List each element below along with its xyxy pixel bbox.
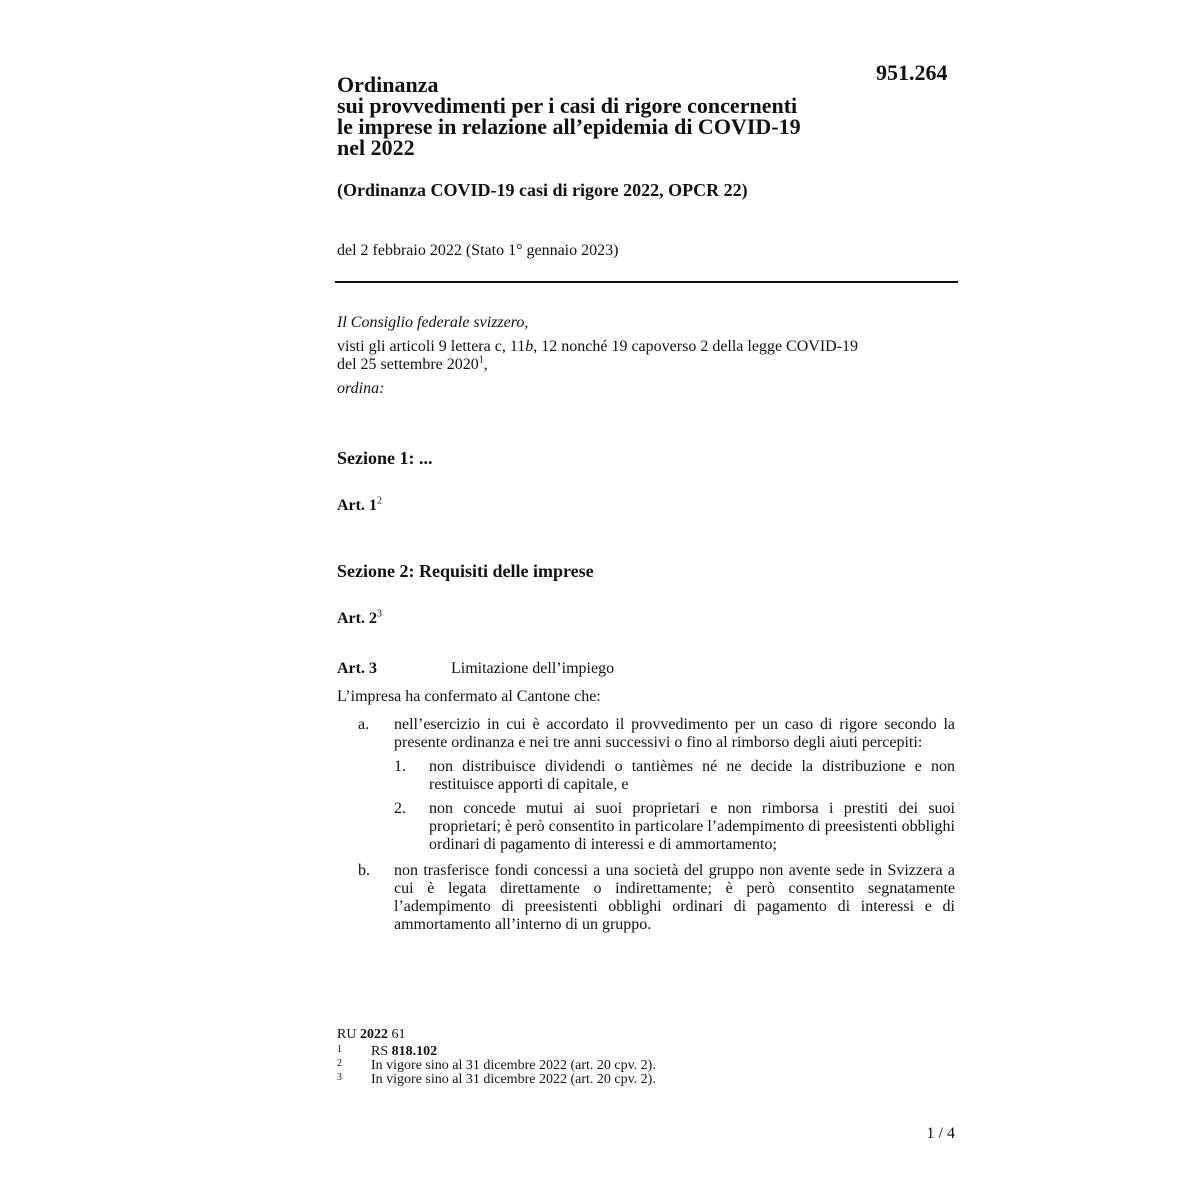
article-intro: L’impresa ha confermato al Cantone che: bbox=[337, 688, 601, 705]
section-heading-1: Sezione 1: ... bbox=[337, 448, 433, 468]
title-line: nel 2022 bbox=[337, 135, 415, 160]
footnote-ref[interactable]: 1 bbox=[478, 354, 484, 366]
item-list bbox=[337, 716, 955, 934]
document-subtitle: (Ordinanza COVID-19 casi di rigore 2022, OPCR 22) bbox=[337, 180, 748, 200]
basis-text: , 12 nonché 19 capoverso 2 della legge COVID-19 bbox=[533, 338, 859, 355]
list-item-b bbox=[337, 862, 955, 934]
preamble-legal-basis bbox=[337, 338, 957, 374]
sr-number: 951.264 bbox=[876, 60, 948, 85]
sub-item-label: 2. bbox=[394, 800, 406, 817]
section-heading-2: Sezione 2: Requisiti delle imprese bbox=[337, 561, 594, 581]
title-line: sui provvedimenti per i casi di rigore concernenti bbox=[337, 93, 798, 118]
item-text: nell’esercizio in cui è accordato il provvedimento per un caso di rigore secondo la presente ordinanza e nei tre anni successivi o fino al rimborso degli aiuti percepiti: bbox=[394, 716, 955, 751]
ru-prefix: RU bbox=[337, 1027, 360, 1042]
footnote-number: 3 bbox=[337, 1072, 342, 1083]
document-date: del 2 febbraio 2022 (Stato 1° gennaio 2023) bbox=[337, 242, 619, 259]
footnotes bbox=[337, 1028, 957, 1087]
ru-page: 61 bbox=[387, 1027, 406, 1042]
basis-text: del 25 settembre 2020 bbox=[337, 356, 479, 373]
official-compilation-ref bbox=[337, 1028, 957, 1042]
preamble bbox=[337, 314, 957, 404]
footnote-text: In vigore sino al 31 dicembre 2022 (art. 20 cpv. 2). bbox=[371, 1072, 656, 1087]
basis-text: , bbox=[483, 356, 488, 373]
footnote-2 bbox=[337, 1059, 957, 1073]
footnote-bold: 818.102 bbox=[391, 1044, 438, 1059]
article-3-body bbox=[337, 688, 955, 942]
footnote-number: 2 bbox=[337, 1058, 342, 1069]
sub-item-1 bbox=[394, 758, 955, 794]
footnote-1 bbox=[337, 1045, 957, 1059]
article-label: Art. 1 bbox=[337, 497, 377, 514]
basis-italic: b bbox=[525, 338, 534, 355]
title-line: le imprese in relazione all’epidemia di COVID-19 bbox=[337, 114, 801, 139]
footnote-number: 1 bbox=[337, 1044, 342, 1055]
article-label: Art. 2 bbox=[337, 610, 377, 627]
sub-item-label: 1. bbox=[394, 758, 406, 775]
ru-year: 2022 bbox=[359, 1027, 388, 1042]
sub-item-2 bbox=[394, 800, 955, 854]
header-divider bbox=[335, 281, 958, 283]
footnote-3 bbox=[337, 1073, 957, 1087]
article-3-heading bbox=[337, 660, 615, 678]
footnote-text: In vigore sino al 31 dicembre 2022 (art. 20 cpv. 2). bbox=[371, 1058, 656, 1073]
list-item-a bbox=[337, 716, 955, 854]
article-1-heading bbox=[337, 497, 382, 515]
preamble-authority: Il Consiglio federale svizzero, bbox=[337, 314, 529, 331]
title-line: Ordinanza bbox=[337, 72, 439, 97]
page-number: 1 / 4 bbox=[926, 1125, 955, 1142]
sub-item-text: non distribuisce dividendi o tantièmes né ne decide la distribuzione e non restituisce apporti di capitale, e bbox=[429, 758, 955, 793]
sub-list bbox=[394, 758, 955, 854]
footnote-ref[interactable]: 2 bbox=[376, 495, 382, 507]
footnote-prefix: RS bbox=[371, 1044, 392, 1059]
item-label: b. bbox=[358, 862, 370, 879]
sub-item-text: non concede mutui ai suoi proprietari e non rimborsa i prestiti dei suoi proprietari; è però consentito in particolare l’adempimento di preesistenti obblighi ordinari di pagamento di interessi e di ammortamento; bbox=[429, 800, 955, 853]
item-text: non trasferisce fondi concessi a una società del gruppo non avente sede in Svizzera a cui è legata direttamente o indirettamente; è però consentito segnatamente l’adempimento di preesistenti obblighi ordinari di pagamento di interessi e di ammortamento all’interno di un gruppo. bbox=[394, 862, 955, 933]
document-title bbox=[337, 74, 877, 158]
item-label: a. bbox=[358, 716, 370, 733]
article-2-heading bbox=[337, 610, 382, 628]
preamble-ordina: ordina: bbox=[337, 380, 385, 397]
article-label: Art. 3 bbox=[337, 660, 377, 677]
article-title: Limitazione dell’impiego bbox=[451, 660, 615, 677]
footnote-ref[interactable]: 3 bbox=[376, 608, 382, 620]
basis-text: visti gli articoli 9 lettera c, 11 bbox=[337, 338, 526, 355]
